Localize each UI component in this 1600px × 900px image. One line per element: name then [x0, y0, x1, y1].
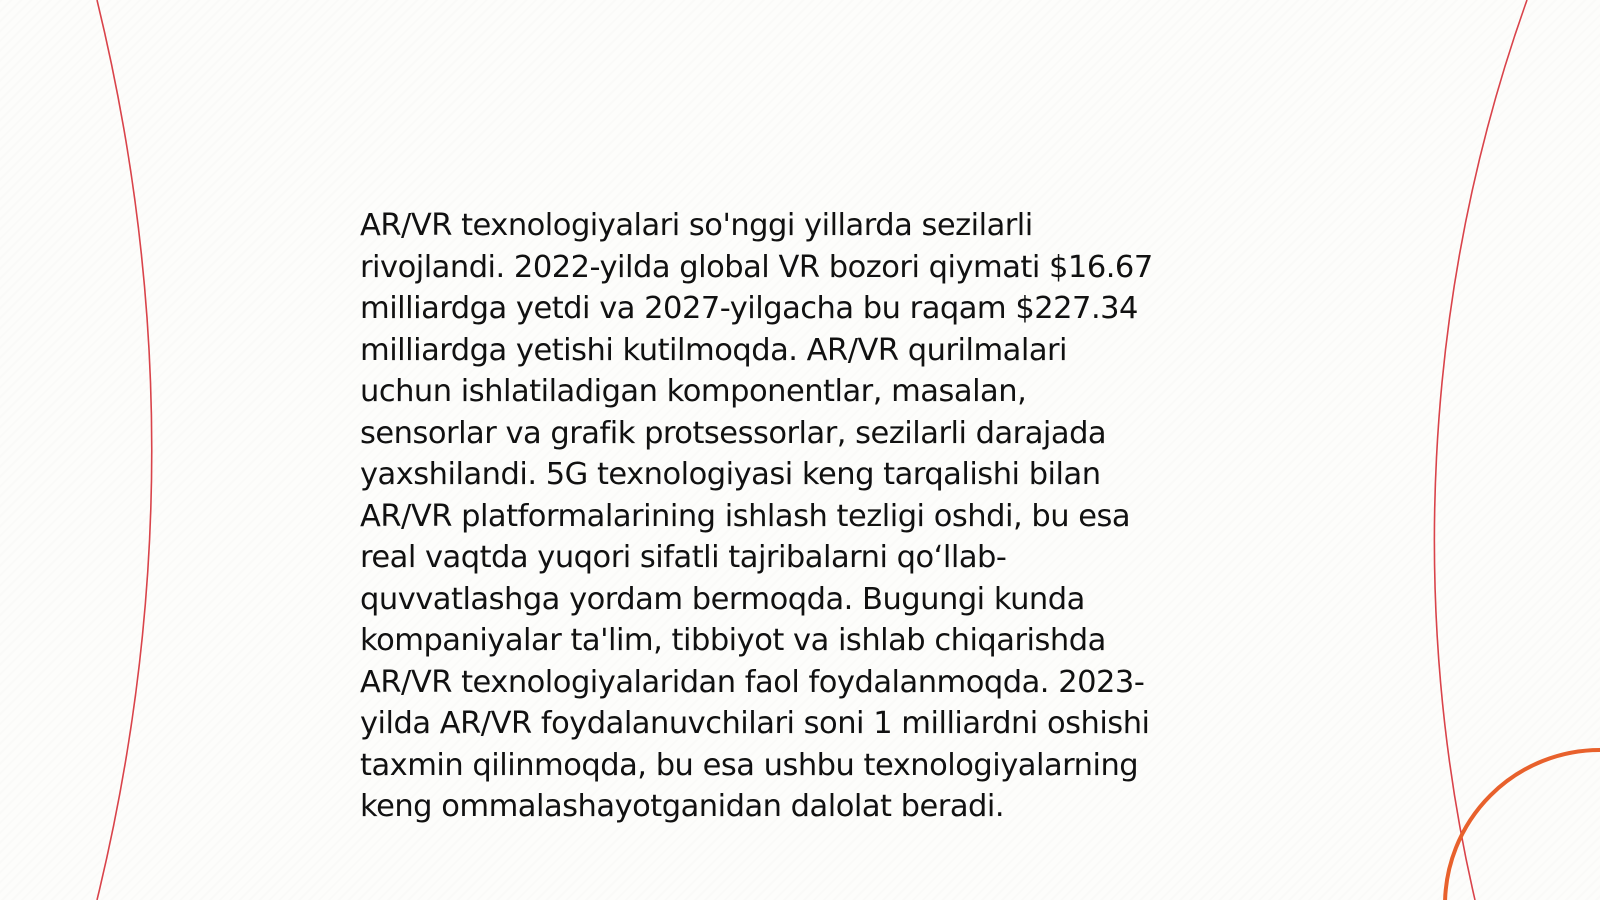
right-curve: [1434, 0, 1527, 900]
body-paragraph: AR/VR texnologiyalari so'nggi yillarda sezilarli rivojlandi. 2022-yilda global VR bozori qiymati $16.67 milliardga yetdi va 2027-yilgacha bu raqam $227.34 milliardga yetishi kutilmoqda. AR/VR qurilmalari uchun ishlatiladigan komponentlar, masalan, sensorlar va grafik protsessorlar, sezilarli darajada yaxshilandi. 5G texnologiyasi keng tarqalishi bilan AR/VR platformalarining ishlash tezligi oshdi, bu esa real vaqtda yuqori sifatli tajribalarni qo‘llab- quvvatlashga yordam bermoqda. Bugungi kunda kompaniyalar ta'lim, tibbiyot va ishlab chiqarishda AR/VR texnologiyalaridan faol foydalanmoqda. 2023- yilda AR/VR foydalanuvchilari soni 1 milliardni oshishi taxmin qilinmoqda, bu esa ushbu texnologiyalarning keng ommalashayotganidan dalolat beradi.: [360, 208, 1153, 824]
accent-circle: [1445, 750, 1600, 900]
left-curve: [97, 0, 152, 900]
